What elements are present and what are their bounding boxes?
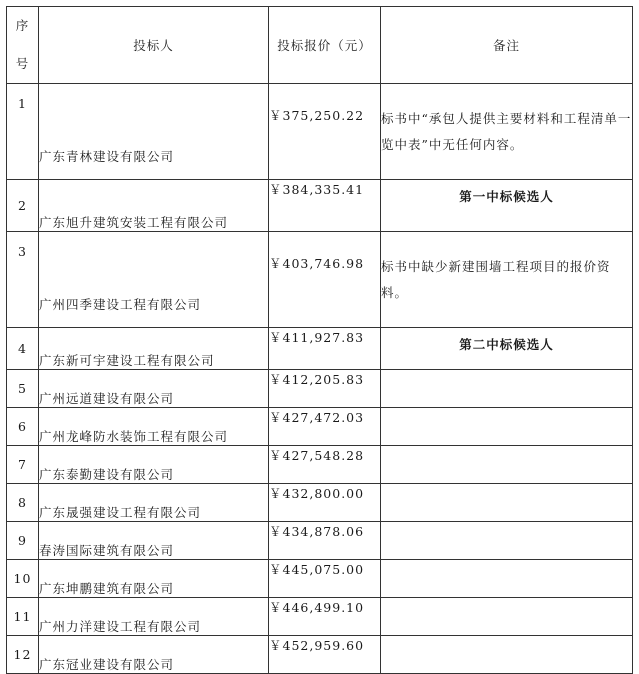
table-row (7, 180, 633, 232)
row-no: 5 (7, 370, 39, 408)
table-row (7, 484, 633, 522)
row-bidder: 广州四季建设工程有限公司 (39, 232, 269, 328)
row-price: ￥427,472.03 (269, 408, 381, 446)
row-price: ￥411,927.83 (269, 328, 381, 370)
row-bidder: 广东泰勤建设有限公司 (39, 446, 269, 484)
row-price: ￥412,205.83 (269, 370, 381, 408)
table-row (7, 446, 633, 484)
row-no: 4 (7, 328, 39, 370)
row-note (381, 484, 633, 522)
row-price: ￥384,335.41 (269, 180, 381, 232)
row-note (381, 636, 633, 674)
row-bidder: 春涛国际建筑有限公司 (39, 522, 269, 560)
row-no: 10 (7, 560, 39, 598)
row-note (381, 560, 633, 598)
row-bidder: 广东青林建设有限公司 (39, 84, 269, 180)
row-no: 1 (7, 84, 39, 180)
bid-results-table (6, 6, 633, 674)
table-row (7, 598, 633, 636)
row-bidder: 广东坤鹏建筑有限公司 (39, 560, 269, 598)
row-bidder: 广州龙峰防水装饰工程有限公司 (39, 408, 269, 446)
row-price: ￥445,075.00 (269, 560, 381, 598)
row-no: 11 (7, 598, 39, 636)
row-bidder: 广州远道建设有限公司 (39, 370, 269, 408)
row-bidder: 广东旭升建筑安装工程有限公司 (39, 180, 269, 232)
table-row (7, 522, 633, 560)
row-note (381, 446, 633, 484)
row-price: ￥403,746.98 (269, 232, 381, 328)
row-price: ￥452,959.60 (269, 636, 381, 674)
row-no: 2 (7, 180, 39, 232)
header-price: 投标报价（元） (269, 7, 381, 84)
row-no: 9 (7, 522, 39, 560)
row-note (381, 408, 633, 446)
table-row (7, 84, 633, 180)
row-price: ￥446,499.10 (269, 598, 381, 636)
row-no: 8 (7, 484, 39, 522)
header-note: 备注 (381, 7, 633, 84)
row-bidder: 广州力洋建设工程有限公司 (39, 598, 269, 636)
table-row (7, 370, 633, 408)
row-price: ￥432,800.00 (269, 484, 381, 522)
table-row (7, 328, 633, 370)
row-price: ￥375,250.22 (269, 84, 381, 180)
table-header-row (7, 7, 633, 84)
table-row (7, 232, 633, 328)
row-note: 第二中标候选人 (381, 328, 633, 370)
header-bidder: 投标人 (39, 7, 269, 84)
row-note: 第一中标候选人 (381, 180, 633, 232)
row-bidder: 广东晟强建设工程有限公司 (39, 484, 269, 522)
row-price: ￥427,548.28 (269, 446, 381, 484)
row-note: 标书中缺少新建围墙工程项目的报价资料。 (381, 232, 633, 328)
row-bidder: 广东冠业建设有限公司 (39, 636, 269, 674)
table-row (7, 636, 633, 674)
header-no-label: 序号 (15, 18, 30, 71)
row-note (381, 522, 633, 560)
row-no: 6 (7, 408, 39, 446)
header-no (7, 7, 39, 84)
row-bidder: 广东新可宇建设工程有限公司 (39, 328, 269, 370)
row-no: 7 (7, 446, 39, 484)
row-note: 标书中“承包人提供主要材料和工程清单一览中表”中无任何内容。 (381, 84, 633, 180)
row-note (381, 370, 633, 408)
table-row (7, 408, 633, 446)
table-row (7, 560, 633, 598)
row-no: 3 (7, 232, 39, 328)
row-note (381, 598, 633, 636)
row-no: 12 (7, 636, 39, 674)
row-price: ￥434,878.06 (269, 522, 381, 560)
